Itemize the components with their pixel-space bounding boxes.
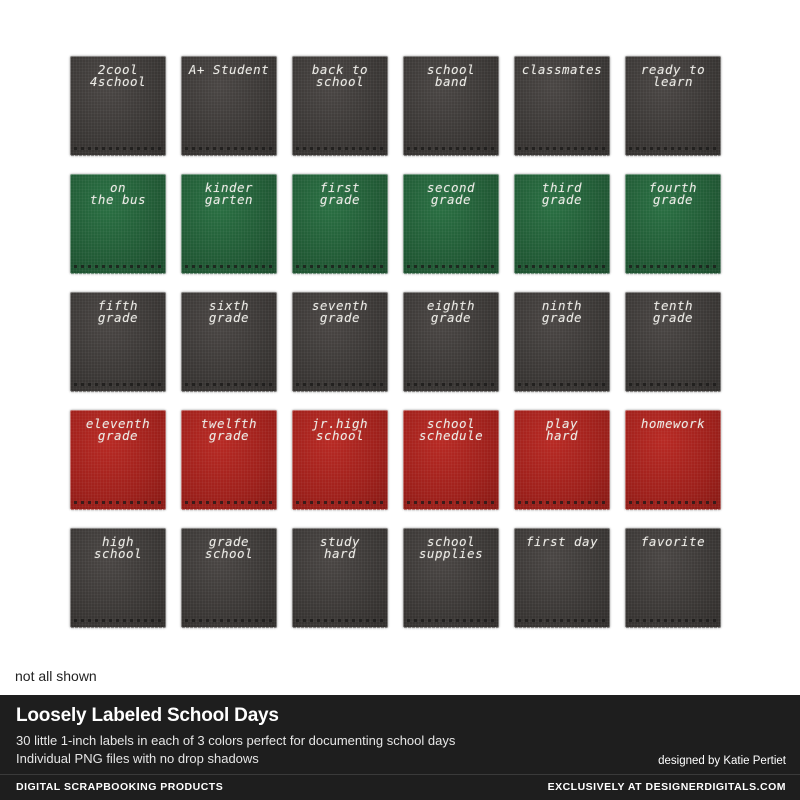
fabric-label	[625, 174, 721, 274]
frayed-edge	[403, 273, 499, 276]
frayed-edge	[181, 627, 277, 630]
frayed-edge	[625, 509, 721, 512]
stitch-line	[518, 619, 606, 622]
frayed-edge	[625, 273, 721, 276]
label-grid	[63, 50, 753, 632]
label-text: jr.high school	[311, 416, 369, 443]
fabric-label	[181, 292, 277, 392]
product-banner	[0, 695, 800, 800]
banner-divider	[0, 774, 800, 775]
stitch-line	[74, 147, 162, 150]
frayed-edge	[514, 273, 610, 276]
label-text: tenth grade	[652, 298, 694, 325]
label-cell	[285, 522, 385, 628]
label-text: on the bus	[89, 180, 147, 207]
label-text: second grade	[426, 180, 476, 207]
label-cell	[396, 286, 496, 392]
label-cell	[618, 168, 718, 274]
label-text: grade school	[204, 534, 254, 561]
label-text: first day	[525, 534, 599, 549]
stitch-line	[407, 265, 495, 268]
not-all-shown-note: not all shown	[15, 668, 97, 684]
stitch-line	[407, 501, 495, 504]
fabric-label	[70, 292, 166, 392]
label-cell	[507, 286, 607, 392]
product-title: Loosely Labeled School Days	[16, 705, 279, 726]
label-cell	[63, 404, 163, 510]
frayed-edge	[181, 155, 277, 158]
fabric-label	[292, 56, 388, 156]
label-text: classmates	[521, 62, 603, 77]
stitch-line	[185, 383, 273, 386]
stitch-line	[629, 501, 717, 504]
frayed-edge	[625, 391, 721, 394]
frayed-edge	[181, 391, 277, 394]
fabric-label	[181, 410, 277, 510]
fabric-label	[625, 410, 721, 510]
stitch-line	[74, 619, 162, 622]
label-cell	[507, 522, 607, 628]
frayed-edge	[181, 273, 277, 276]
label-cell	[174, 522, 274, 628]
stitch-line	[407, 147, 495, 150]
label-text: ninth grade	[541, 298, 583, 325]
frayed-edge	[70, 391, 166, 394]
stitch-line	[185, 265, 273, 268]
product-file-info: Individual PNG files with no drop shadows	[16, 751, 259, 766]
stitch-line	[185, 501, 273, 504]
fabric-label	[403, 528, 499, 628]
label-text: third grade	[541, 180, 583, 207]
footer-category: DIGITAL SCRAPBOOKING PRODUCTS	[16, 781, 224, 793]
label-cell	[285, 286, 385, 392]
designer-credit: designed by Katie Pertiet	[658, 755, 786, 767]
frayed-edge	[70, 627, 166, 630]
fabric-label	[625, 56, 721, 156]
fabric-label	[514, 56, 610, 156]
fabric-label	[514, 410, 610, 510]
stitch-line	[296, 265, 384, 268]
stitch-line	[74, 383, 162, 386]
fabric-label	[403, 56, 499, 156]
stitch-line	[74, 265, 162, 268]
frayed-edge	[403, 391, 499, 394]
fabric-label	[181, 174, 277, 274]
fabric-label	[403, 174, 499, 274]
label-text: favorite	[640, 534, 706, 549]
frayed-edge	[292, 273, 388, 276]
label-cell	[396, 168, 496, 274]
stitch-line	[518, 383, 606, 386]
label-text: fifth grade	[97, 298, 139, 325]
fabric-label	[292, 528, 388, 628]
label-cell	[618, 522, 718, 628]
label-cell	[618, 50, 718, 156]
fabric-label	[403, 410, 499, 510]
label-cell	[174, 50, 274, 156]
label-text: study hard	[319, 534, 361, 561]
fabric-label	[70, 410, 166, 510]
label-cell	[285, 168, 385, 274]
label-text: eleventh grade	[85, 416, 151, 443]
frayed-edge	[514, 627, 610, 630]
fabric-label	[514, 528, 610, 628]
product-description: 30 little 1-inch labels in each of 3 colors perfect for documenting school days	[16, 733, 456, 748]
fabric-label	[181, 528, 277, 628]
frayed-edge	[292, 509, 388, 512]
label-text: first grade	[319, 180, 361, 207]
label-cell	[396, 50, 496, 156]
fabric-label	[514, 174, 610, 274]
fabric-label	[403, 292, 499, 392]
stitch-line	[518, 265, 606, 268]
label-cell	[285, 404, 385, 510]
label-text: A+ Student	[188, 62, 270, 77]
label-text: eighth grade	[426, 298, 476, 325]
fabric-label	[70, 528, 166, 628]
label-text: back to school	[311, 62, 369, 89]
frayed-edge	[181, 509, 277, 512]
frayed-edge	[403, 509, 499, 512]
fabric-label	[292, 174, 388, 274]
label-cell	[63, 286, 163, 392]
label-text: twelfth grade	[200, 416, 258, 443]
fabric-label	[514, 292, 610, 392]
label-text: school supplies	[418, 534, 484, 561]
label-cell	[618, 286, 718, 392]
frayed-edge	[70, 273, 166, 276]
label-cell	[174, 286, 274, 392]
stitch-line	[296, 619, 384, 622]
label-text: homework	[640, 416, 706, 431]
frayed-edge	[625, 155, 721, 158]
stitch-line	[296, 501, 384, 504]
fabric-label	[625, 292, 721, 392]
frayed-edge	[514, 391, 610, 394]
label-cell	[63, 522, 163, 628]
stitch-line	[629, 147, 717, 150]
label-cell	[285, 50, 385, 156]
label-text: fourth grade	[648, 180, 698, 207]
stitch-line	[185, 147, 273, 150]
frayed-edge	[625, 627, 721, 630]
fabric-label	[70, 174, 166, 274]
stitch-line	[629, 619, 717, 622]
fabric-label	[292, 410, 388, 510]
frayed-edge	[292, 391, 388, 394]
stitch-line	[518, 501, 606, 504]
stitch-line	[296, 383, 384, 386]
fabric-label	[70, 56, 166, 156]
footer-store-link: EXCLUSIVELY AT DESIGNERDIGITALS.COM	[547, 781, 786, 793]
label-cell	[174, 404, 274, 510]
label-cell	[63, 50, 163, 156]
label-cell	[618, 404, 718, 510]
stitch-line	[74, 501, 162, 504]
fabric-label	[292, 292, 388, 392]
label-text: play hard	[545, 416, 579, 443]
label-text: high school	[93, 534, 143, 561]
label-cell	[507, 404, 607, 510]
frayed-edge	[403, 155, 499, 158]
frayed-edge	[70, 509, 166, 512]
frayed-edge	[70, 155, 166, 158]
stitch-line	[185, 619, 273, 622]
frayed-edge	[514, 509, 610, 512]
label-text: ready to learn	[640, 62, 706, 89]
stitch-line	[407, 619, 495, 622]
label-cell	[63, 168, 163, 274]
stitch-line	[629, 383, 717, 386]
stitch-line	[296, 147, 384, 150]
label-cell	[174, 168, 274, 274]
label-text: school band	[426, 62, 476, 89]
label-text: school schedule	[418, 416, 484, 443]
label-cell	[396, 522, 496, 628]
label-cell	[507, 168, 607, 274]
label-cell	[396, 404, 496, 510]
stitch-line	[407, 383, 495, 386]
fabric-label	[625, 528, 721, 628]
frayed-edge	[403, 627, 499, 630]
label-text: seventh grade	[311, 298, 369, 325]
label-text: sixth grade	[208, 298, 250, 325]
frayed-edge	[514, 155, 610, 158]
label-text: kinder garten	[204, 180, 254, 207]
label-cell	[507, 50, 607, 156]
stitch-line	[629, 265, 717, 268]
label-text: 2cool 4school	[89, 62, 147, 89]
fabric-label	[181, 56, 277, 156]
frayed-edge	[292, 627, 388, 630]
frayed-edge	[292, 155, 388, 158]
stitch-line	[518, 147, 606, 150]
